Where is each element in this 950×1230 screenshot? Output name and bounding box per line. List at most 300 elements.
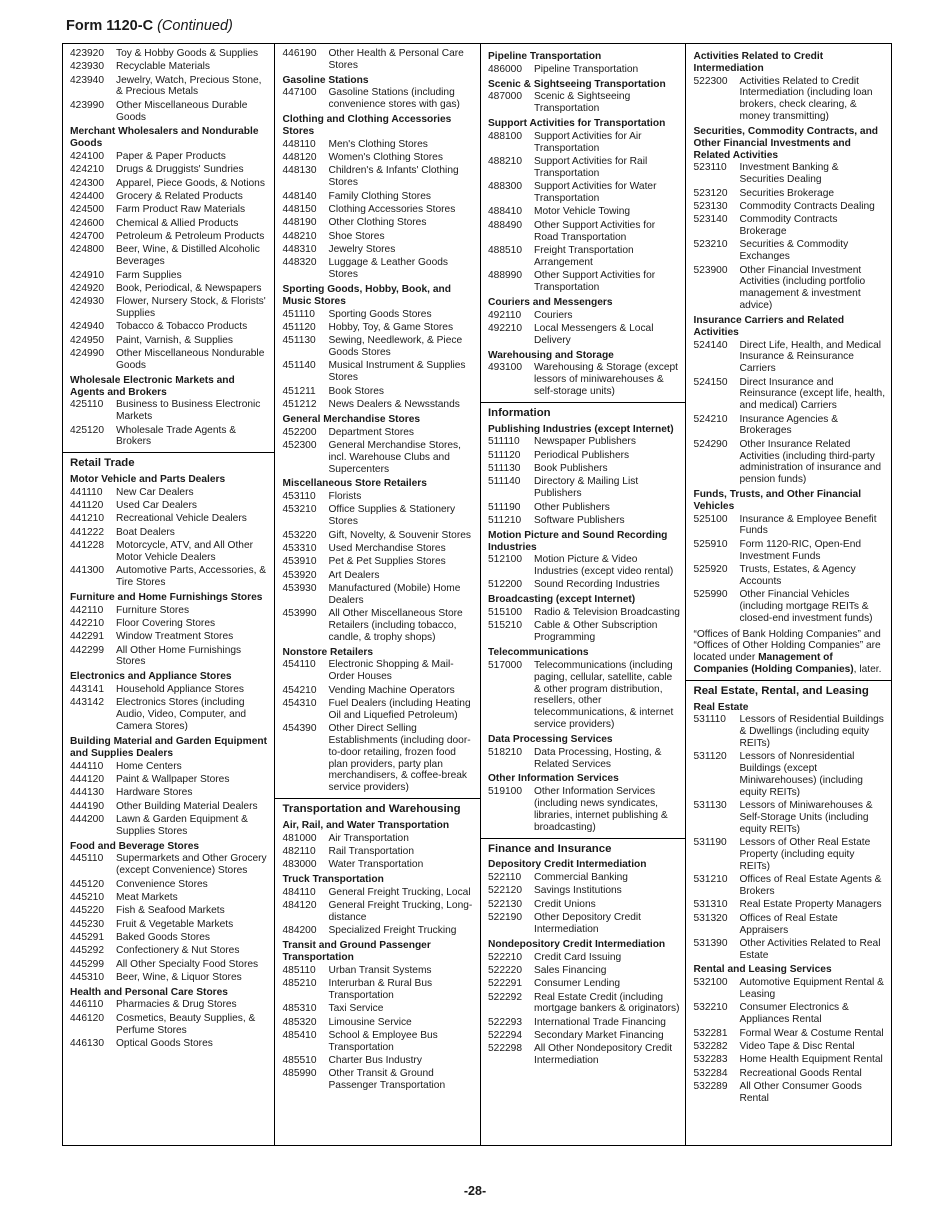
naics-code: 523120 [693, 187, 728, 199]
naics-description: Securities Brokerage [739, 187, 835, 199]
naics-code: 444110 [70, 760, 104, 772]
naics-description: Lessors of Nonresidential Buildings (except Miniwarehouses) (including equity REITs) [739, 751, 863, 798]
naics-description: Form 1120-RIC, Open-End Investment Funds [739, 538, 862, 562]
naics-code-row [691, 377, 886, 412]
naics-code: 451212 [282, 398, 317, 410]
naics-code: 445292 [70, 945, 104, 957]
naics-description: Freight Transportation Arrangement [533, 244, 634, 268]
naics-code-row [280, 1055, 475, 1067]
naics-code: 445310 [70, 971, 104, 983]
naics-code-row [68, 919, 269, 931]
naics-code: 488210 [487, 156, 522, 168]
naics-description: Direct Insurance and Reinsurance (except life, health, and medical) Carriers [739, 376, 886, 412]
naics-code-row [691, 265, 886, 312]
naics-description: Secondary Market Financing [533, 1030, 664, 1041]
naics-code: 441222 [70, 526, 104, 538]
naics-code: 444190 [70, 800, 104, 812]
naics-code: 443141 [70, 684, 104, 696]
naics-code: 442291 [70, 631, 104, 643]
naics-description: Supermarkets and Other Grocery (except Convenience) Stores [116, 853, 267, 877]
naics-code: 531390 [693, 937, 728, 949]
naics-code: 485510 [282, 1055, 317, 1067]
naics-code: 522110 [487, 872, 522, 884]
naics-code: 524290 [693, 438, 728, 450]
naics-description: Insurance Agencies & Brokerages [739, 413, 839, 437]
naics-code: 483000 [282, 859, 317, 871]
naics-code-row [691, 539, 886, 563]
naics-code-row [68, 697, 269, 732]
naics-description: Other Publishers [533, 501, 610, 513]
naics-description: Furniture Stores [116, 604, 190, 616]
naics-code-row [68, 283, 269, 295]
naics-description: Children's & Infants' Clothing Stores [328, 165, 459, 189]
naics-code: 424210 [70, 164, 104, 176]
naics-code: 532281 [693, 1027, 728, 1039]
cross-reference-note [693, 629, 886, 676]
naics-description: Toy & Hobby Goods & Supplies [116, 48, 259, 59]
naics-description: Urban Transit Systems [328, 964, 432, 976]
naics-code-row [486, 64, 681, 76]
naics-code: 453910 [282, 556, 317, 568]
naics-description: Other Health & Personal Care Stores [328, 48, 464, 71]
naics-code: 453110 [282, 491, 316, 503]
naics-description: Real Estate Credit (including mortgage bankers & originators) [533, 991, 680, 1015]
naics-description: Gift, Novelty, & Souvenir Stores [328, 529, 471, 541]
naics-code: 519100 [487, 786, 522, 798]
naics-description: Directory & Mailing List Publishers [533, 476, 639, 500]
naics-description: Farm Supplies [116, 269, 182, 281]
naics-description: Used Car Dealers [116, 500, 197, 512]
naics-description: Boat Dealers [116, 526, 175, 538]
naics-description: All Other Home Furnishings Stores [116, 644, 242, 668]
subsection-heading: Funds, Trusts, and Other Financial Vehicles [693, 488, 862, 512]
subsection-heading: Broadcasting (except Internet) [487, 594, 636, 606]
naics-code: 443142 [70, 697, 104, 709]
naics-code-row [486, 1030, 681, 1042]
naics-code-row [68, 100, 269, 124]
naics-code-row [280, 530, 475, 542]
naics-code-row [691, 214, 886, 238]
naics-description: Insurance & Employee Benefit Funds [739, 513, 877, 537]
naics-description: Support Activities for Water Transportation [533, 181, 657, 205]
naics-code: 488990 [487, 270, 522, 282]
form-number: Form 1120-C [66, 18, 154, 34]
naics-code-row [486, 91, 681, 115]
naics-description: Local Messengers & Local Delivery [533, 322, 654, 346]
naics-code-row [68, 335, 269, 347]
naics-description: Paint & Wallpaper Stores [116, 773, 230, 785]
naics-code: 423990 [70, 99, 104, 111]
naics-description: Lessors of Residential Buildings & Dwellings (including equity REITs) [739, 714, 884, 750]
naics-description: Radio & Television Broadcasting [533, 607, 680, 619]
naics-code: 448140 [282, 190, 317, 202]
naics-code-row [486, 747, 681, 771]
naics-description: Investment Banking & Securities Dealing [739, 162, 839, 186]
naics-code: 522300 [693, 75, 728, 87]
naics-description: Credit Card Issuing [533, 951, 622, 963]
naics-code-row [486, 786, 681, 833]
naics-code-row [280, 217, 475, 229]
naics-code-row [486, 436, 681, 448]
naics-code-row [68, 487, 269, 499]
naics-code-row [68, 853, 269, 877]
naics-description: Clothing Accessories Stores [328, 203, 456, 215]
naics-code: 522294 [487, 1030, 522, 1041]
naics-code: 451211 [282, 385, 316, 397]
naics-code-row [280, 399, 475, 411]
naics-code: 448120 [282, 152, 317, 164]
subsection-heading: Wholesale Electronic Markets and Agents and Brokers [70, 374, 235, 398]
naics-description: All Other Specialty Food Stores [116, 958, 259, 970]
naics-description: Jewelry Stores [328, 243, 396, 255]
major-section-heading: Transportation and Warehousing [282, 803, 461, 816]
subsection-heading: Securities, Commodity Contracts, and Other Financial Investments and Related Activities [693, 125, 879, 161]
naics-code: 424800 [70, 244, 104, 256]
subsection-heading: Clothing and Clothing Accessories Stores [282, 114, 452, 137]
naics-code: 442299 [70, 644, 104, 656]
naics-description: Commodity Contracts Brokerage [739, 214, 838, 238]
naics-code-row [691, 514, 886, 538]
naics-code: 445299 [70, 958, 104, 970]
naics-code-row [691, 188, 886, 200]
naics-code-row [486, 450, 681, 462]
subsection-heading: Gasoline Stations [282, 74, 369, 86]
naics-description: Musical Instrument & Supplies Stores [328, 360, 466, 384]
subsection-heading: Food and Beverage Stores [70, 840, 200, 852]
naics-code-row [280, 504, 475, 528]
naics-description: Recreational Goods Rental [739, 1067, 862, 1079]
naics-code: 492110 [487, 309, 522, 321]
naics-code-row [691, 874, 886, 898]
naics-code-row [68, 787, 269, 799]
naics-code: 453990 [282, 608, 317, 620]
naics-code-row [691, 938, 886, 962]
naics-code: 441120 [70, 500, 104, 512]
naics-description: Apparel, Piece Goods, & Notions [116, 177, 265, 189]
subsection-heading: Transit and Ground Passenger Transportation [282, 940, 431, 963]
naics-code: 511120 [487, 449, 521, 461]
naics-code-row [691, 414, 886, 438]
naics-code: 525100 [693, 513, 728, 525]
naics-description: Couriers [533, 309, 573, 321]
naics-code: 448320 [282, 257, 317, 269]
naics-code: 454310 [282, 697, 317, 709]
naics-code: 522292 [487, 991, 522, 1003]
naics-code: 515100 [487, 607, 522, 619]
naics-code: 512100 [487, 554, 522, 566]
naics-code-row [280, 1017, 475, 1029]
naics-description: Activities Related to Credit Intermediation (including loan brokers, check clearing, & money transmitting) [739, 75, 873, 123]
naics-code-row [691, 439, 886, 486]
naics-code: 451110 [282, 308, 315, 320]
naics-description: Other Financial Investment Activities (including portfolio management & investment advice) [739, 264, 866, 312]
naics-code-row [280, 900, 475, 924]
naics-code-row [280, 244, 475, 256]
subsection-heading: Truck Transportation [282, 874, 384, 886]
naics-description: Hobby, Toy, & Game Stores [328, 321, 454, 333]
naics-code-row [280, 608, 475, 643]
naics-code: 522293 [487, 1016, 522, 1028]
naics-code-row [68, 959, 269, 971]
naics-code-row [486, 978, 681, 990]
naics-code: 525910 [693, 538, 728, 550]
naics-description: Used Merchandise Stores [328, 542, 446, 554]
naics-code: 522120 [487, 885, 522, 897]
subsection-heading: Warehousing and Storage [487, 349, 614, 361]
naics-code: 448210 [282, 230, 317, 242]
naics-code: 522190 [487, 912, 522, 924]
naics-code: 532283 [693, 1054, 728, 1066]
naics-description: Offices of Real Estate Appraisers [739, 912, 838, 936]
naics-code-row [68, 605, 269, 617]
naics-description: Hardware Stores [116, 787, 193, 799]
naics-description: Commodity Contracts Dealing [739, 200, 875, 212]
naics-description: Jewelry, Watch, Precious Stone, & Precious Metals [116, 74, 262, 98]
naics-code: 424600 [70, 217, 104, 229]
naics-description: School & Employee Bus Transportation [328, 1029, 438, 1053]
naics-code: 448150 [282, 203, 317, 215]
naics-description: Periodical Publishers [533, 449, 630, 461]
naics-description: Newspaper Publishers [533, 436, 636, 448]
naics-code: 425110 [70, 399, 104, 411]
naics-code: 424910 [70, 269, 104, 281]
naics-description: Shoe Stores [328, 230, 385, 242]
subsection-heading: Pipeline Transportation [487, 51, 602, 62]
naics-code-row [486, 1043, 681, 1067]
naics-description: General Merchandise Stores, incl. Warehouse Clubs and Supercenters [328, 439, 461, 475]
subsection-heading: Miscellaneous Store Retailers [282, 478, 427, 490]
naics-description: Manufactured (Mobile) Home Dealers [328, 582, 461, 606]
naics-code-row [280, 1003, 475, 1015]
naics-description: Chemical & Allied Products [116, 217, 239, 229]
naics-code-row [691, 1068, 886, 1080]
naics-description: Convenience Stores [116, 878, 208, 890]
naics-code-row [486, 554, 681, 578]
naics-description: Formal Wear & Costume Rental [739, 1027, 884, 1039]
naics-code-row [691, 564, 886, 588]
page-title [66, 18, 894, 34]
naics-description: Air Transportation [328, 832, 409, 844]
naics-code: 424930 [70, 296, 104, 308]
naics-code: 523900 [693, 264, 728, 276]
subsection-heading: Health and Personal Care Stores [70, 986, 228, 998]
naics-description: Recyclable Materials [116, 61, 210, 73]
naics-description: Direct Life, Health, and Medical Insurance & Reinsurance Carriers [739, 339, 882, 375]
naics-code: 488510 [487, 244, 522, 256]
naics-description: Other Depository Credit Intermediation [533, 912, 641, 935]
naics-code-row [486, 502, 681, 514]
section-divider [481, 402, 686, 403]
naics-code: 445230 [70, 918, 104, 930]
naics-code: 481000 [282, 832, 317, 844]
naics-code-row [691, 1002, 886, 1026]
naics-description: Electronic Shopping & Mail-Order Houses [328, 659, 454, 683]
naics-code: 484120 [282, 900, 317, 912]
naics-code: 487000 [487, 91, 522, 103]
naics-code-row [280, 685, 475, 697]
subsection-heading: Scenic & Sightseeing Transportation [487, 78, 666, 90]
naics-code: 532284 [693, 1067, 728, 1079]
naics-code: 482110 [282, 845, 316, 857]
naics-code: 485990 [282, 1068, 317, 1080]
subsection-heading: Motor Vehicle and Parts Dealers [70, 473, 226, 485]
naics-code: 511130 [487, 463, 521, 475]
naics-description: Offices of Real Estate Agents & Brokers [739, 874, 882, 898]
naics-code-row [280, 386, 475, 398]
naics-code: 424940 [70, 321, 104, 333]
subsection-heading: Publishing Industries (except Internet) [487, 423, 674, 435]
naics-code-row [68, 801, 269, 813]
naics-code: 442110 [70, 604, 104, 616]
naics-description: Other Activities Related to Real Estate [739, 937, 881, 961]
naics-code-row [486, 885, 681, 897]
naics-description: Electronics Stores (including Audio, Video, Computer, and Camera Stores) [116, 697, 247, 733]
naics-code-row [68, 905, 269, 917]
naics-code-row [486, 362, 681, 397]
naics-description: Support Activities for Air Transportation [533, 130, 642, 154]
naics-code: 493100 [487, 362, 522, 374]
naics-code: 488300 [487, 181, 522, 193]
naics-code-row [68, 814, 269, 838]
naics-code: 446190 [282, 48, 317, 59]
naics-description: Automotive Parts, Accessories, & Tire Stores [116, 565, 267, 588]
naics-code-row [280, 204, 475, 216]
naics-code: 445220 [70, 905, 104, 917]
naics-code-row [68, 399, 269, 423]
naics-code: 511110 [487, 436, 520, 448]
naics-description: Lessors of Other Real Estate Property (including equity REITs) [739, 837, 871, 872]
naics-code-row [486, 156, 681, 180]
naics-code-row [691, 977, 886, 1001]
naics-code: 448110 [282, 138, 316, 150]
naics-code-row [280, 309, 475, 321]
naics-code-row [280, 322, 475, 334]
naics-code: 441228 [70, 540, 104, 551]
naics-code: 522298 [487, 1043, 522, 1055]
naics-code: 453310 [282, 542, 317, 554]
naics-code: 484110 [282, 886, 316, 898]
naics-description: Water Transportation [328, 859, 424, 871]
naics-code: 448310 [282, 243, 317, 255]
naics-code: 524140 [693, 339, 728, 351]
naics-description: Taxi Service [328, 1003, 384, 1015]
naics-description: Art Dealers [328, 569, 380, 581]
naics-code: 442210 [70, 617, 104, 629]
subsection-heading: General Merchandise Stores [282, 413, 421, 425]
naics-code-row [486, 952, 681, 964]
naics-code: 441300 [70, 565, 104, 577]
naics-description: Women's Clothing Stores [328, 152, 443, 164]
naics-description: Other Support Activities for Transportation [533, 270, 656, 293]
naics-code: 424990 [70, 348, 104, 360]
naics-code-row [68, 999, 269, 1011]
naics-description: Pet & Pet Supplies Stores [328, 556, 446, 568]
naics-code: 447100 [282, 87, 317, 99]
naics-code-row [691, 1041, 886, 1053]
naics-description: Telecommunications (including paging, cellular, satellite, cable & other program distribution, resellers, other telecommunications, & internet service providers) [533, 659, 674, 731]
subsection-heading: Activities Related to Credit Intermediation [693, 51, 824, 74]
naics-code-row [280, 360, 475, 384]
naics-description: Consumer Lending [533, 978, 621, 990]
naics-description: Other Financial Vehicles (including mortgage REITs & closed-end investment funds) [739, 589, 873, 624]
naics-code-row [68, 540, 269, 564]
naics-code-row [280, 965, 475, 977]
naics-code: 511190 [487, 501, 521, 513]
naics-code: 448130 [282, 165, 317, 177]
naics-code: 523130 [693, 200, 728, 212]
naics-code: 444200 [70, 813, 104, 825]
naics-description: All Other Consumer Goods Rental [739, 1080, 862, 1104]
naics-code: 523210 [693, 239, 728, 251]
naics-code-row [68, 1013, 269, 1037]
naics-code-row [486, 965, 681, 977]
naics-code-row [486, 131, 681, 155]
subsection-heading: Rental and Leasing Services [693, 964, 832, 976]
naics-code: 486000 [487, 63, 522, 75]
naics-description: Floor Covering Stores [116, 617, 216, 629]
naics-code: 454110 [282, 659, 316, 671]
naics-code-row [280, 87, 475, 111]
naics-code: 451120 [282, 321, 316, 333]
naics-code-row [691, 1081, 886, 1105]
naics-code: 452200 [282, 426, 317, 438]
naics-description: Consumer Electronics & Appliances Rental [739, 1002, 849, 1026]
section-divider [275, 798, 480, 799]
naics-code: 485210 [282, 978, 317, 990]
naics-description: Window Treatment Stores [116, 631, 234, 643]
naics-description: Trusts, Estates, & Agency Accounts [739, 563, 856, 587]
naics-code-row [280, 139, 475, 151]
naics-code-row [68, 164, 269, 176]
naics-code: 488490 [487, 219, 522, 231]
naics-description: Department Stores [328, 426, 414, 438]
naics-code-row [691, 76, 886, 123]
naics-code-row [68, 761, 269, 773]
naics-description: Beer, Wine, & Liquor Stores [116, 971, 242, 983]
naics-description: Confectionery & Nut Stores [116, 945, 240, 957]
naics-code: 531130 [693, 800, 727, 812]
naics-code: 444120 [70, 773, 104, 785]
major-section-heading: Real Estate, Rental, and Leasing [693, 684, 869, 697]
naics-description: Securities & Commodity Exchanges [739, 239, 849, 263]
naics-code-row [280, 859, 475, 871]
naics-description: Drugs & Druggists' Sundries [116, 164, 244, 176]
naics-description: General Freight Trucking, Local [328, 886, 471, 898]
major-section-heading: Information [487, 406, 551, 419]
naics-code: 531320 [693, 912, 728, 924]
naics-code-row [280, 48, 475, 72]
naics-code-row [486, 310, 681, 322]
naics-description: Charter Bus Industry [328, 1055, 422, 1067]
naics-code-row [486, 181, 681, 205]
column-2 [275, 44, 481, 1145]
naics-code: 424950 [70, 334, 104, 346]
naics-description: Other Building Material Dealers [116, 800, 258, 812]
naics-code-row [68, 932, 269, 944]
naics-code: 425120 [70, 424, 104, 436]
note-emphasis: Management of Companies (Holding Companies) [693, 652, 854, 676]
naics-description: Other Insurance Related Activities (including third-party administration of insurance and pension funds) [739, 438, 882, 486]
naics-code-row [280, 1030, 475, 1054]
subsection-heading: Depository Credit Intermediation [487, 859, 647, 871]
naics-code-row [486, 220, 681, 244]
naics-code: 525990 [693, 589, 728, 601]
naics-code-row [68, 204, 269, 216]
naics-description: Paint, Varnish, & Supplies [116, 334, 234, 346]
naics-description: Savings Institutions [533, 885, 622, 897]
naics-code: 446120 [70, 1012, 104, 1024]
naics-description: Household Appliance Stores [116, 684, 244, 696]
